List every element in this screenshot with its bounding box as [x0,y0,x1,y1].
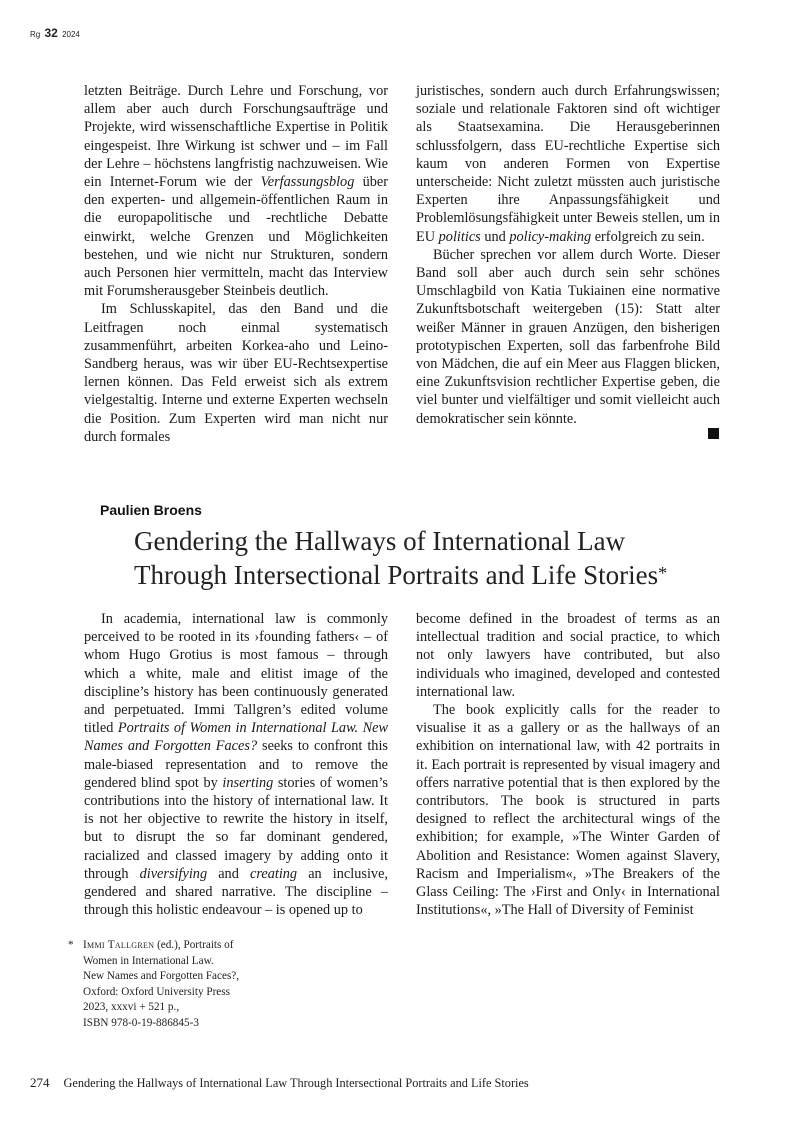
paragraph: letzten Beiträge. Durch Lehre und Forschung, vor allem aber auch durch Forschungsaufträge und Projekte, wird wissenschaftliche Expertise in Politik eingespeist. Ihre Wirkung ist schwer und – im Fall der Lehre – höchstens langfristig nachzuweisen. Wie ein Internet-Forum wie der Verfassungsblog über den experten- und allgemein-öffentlichen Raum in die europapolitische und -rechtliche Debatte einwirkt, welche Grenzen und Möglichkeiten bestehen, und wie nicht nur Strukturen, sondern auch Personen hier vermitteln, macht das Interview mit Forumsherausgeber Steinbeis deutlich. [84,83,388,300]
paragraph: juristisches, sondern auch durch Erfahrungswissen; soziale und relationale Faktoren sind oft wichtiger als Staatsexamina. Die Herausgeberinnen schlussfolgern, dass EU-rechtliche Expertise sich kaum von anderen Formen von Expertise unterscheide: Nicht zuletzt müssten auch juristische Experten ihre Anpassungsfähigkeit und Problemlösungsfähigkeit unter Beweis stellen, um in EU politics und policy-making erfolgreich zu sein. [416,83,720,245]
journal-year: 2024 [62,30,80,39]
journal-volume: 32 [44,26,58,40]
journal-header [30,26,80,40]
journal-abbrev: Rg [30,30,41,39]
review-author: Paulien Broens [100,502,202,518]
review-title: Gendering the Hallways of International Law Through Intersectional Portraits and Life Stories* [134,526,668,590]
paragraph: become defined in the broadest of terms as an intellectual tradition and social practice, to which not only lawyers have contributed, but also individuals who imagined, developed and contested international law. [416,611,720,700]
page-number: 274 [30,1075,50,1090]
paragraph: Im Schlusskapitel, das den Band und die Leitfragen noch einmal systematisch zusammenführt, arbeiten Korkea-aho und Leino-Sandberg heraus, was wir über EU-Rechtsexpertise lernen können. Das Feld erweist sich als extrem vielgestaltig. Interne und externe Experten wechseln die Position. Zum Experten wird man nicht nur durch formales [84,301,388,445]
footnote-body: Immi Tallgren (ed.), Portraits of Women in International Law. New Names and Forgotten Faces?, Oxford: Oxford University Press 2023, xxxvi + 521 p., ISBN 978-0-19-886845-3 [83,939,240,1029]
column-top-right [416,82,720,428]
running-title: Gendering the Hallways of International Law Through Intersectional Portraits and Life Stories [63,1076,529,1090]
column-top-left [84,82,388,446]
end-of-review-mark [708,428,719,439]
footnote-marker[interactable]: * [658,563,668,583]
footnote-mark: * [68,939,74,951]
paragraph: In academia, international law is commonly perceived to be rooted in its ›founding fathers‹ – of whom Hugo Grotius is most famous – through which a white, male and elitist image of the discipline’s history has been continuously generated and perpetuated. Immi Tallgren’s edited volume titled Portraits of Women in International Law. New Names and Forgotten Faces? seeks to confront this male-biased representation and to remove the gendered blind spot by inserting stories of women’s contributions into the history of international law. It is not her objective to rewrite the history in itself, but to disrupt the so far dominant gendered, racialized and classed imagery by adding onto it through diversifying and creating an inclusive, gendered and shared narrative. The discipline – through this holistic endeavour – is opened up to [84,611,388,919]
paragraph: Bücher sprechen vor allem durch Worte. Dieser Band soll aber auch durch sein sehr schönes Umschlagbild von Katia Tukiainen eine normative Zukunftsbotschaft weitergeben (15): Statt alter weißer Männer in grauen Anzügen, den bisherigen prototypischen Experten, soll das farbenfrohe Bild von Mädchen, die auf ein Meer aus Flaggen blicken, eine Zukunftsvision rechtlicher Expertise geben, die viel bunter und vielfältiger und somit vielleicht auch demokratischer sein könnte. [416,246,720,427]
page-footer [30,1075,529,1091]
column-bottom-left [84,610,388,919]
footnote-editor: Immi Tallgren [83,939,155,951]
paragraph: The book explicitly calls for the reader to visualise it as a gallery or as the hallways of an exhibition on international law, with 42 portraits in it. Each portrait is represented by visual imagery and offers narrative potential that is then explored by the contributors. The book is structured in parts designed to reflect the architectural wings of the exhibition; for example, »The Winter Garden of Abolition and Resistance: Women against Slavery, Racism and Imperialism«, »The Breakers of the Glass Ceiling: The ›First and Only‹ in International Institutions«, »The Hall of Diversity of Feminist [416,702,720,919]
footnote [68,938,298,1031]
column-bottom-right [416,610,720,919]
